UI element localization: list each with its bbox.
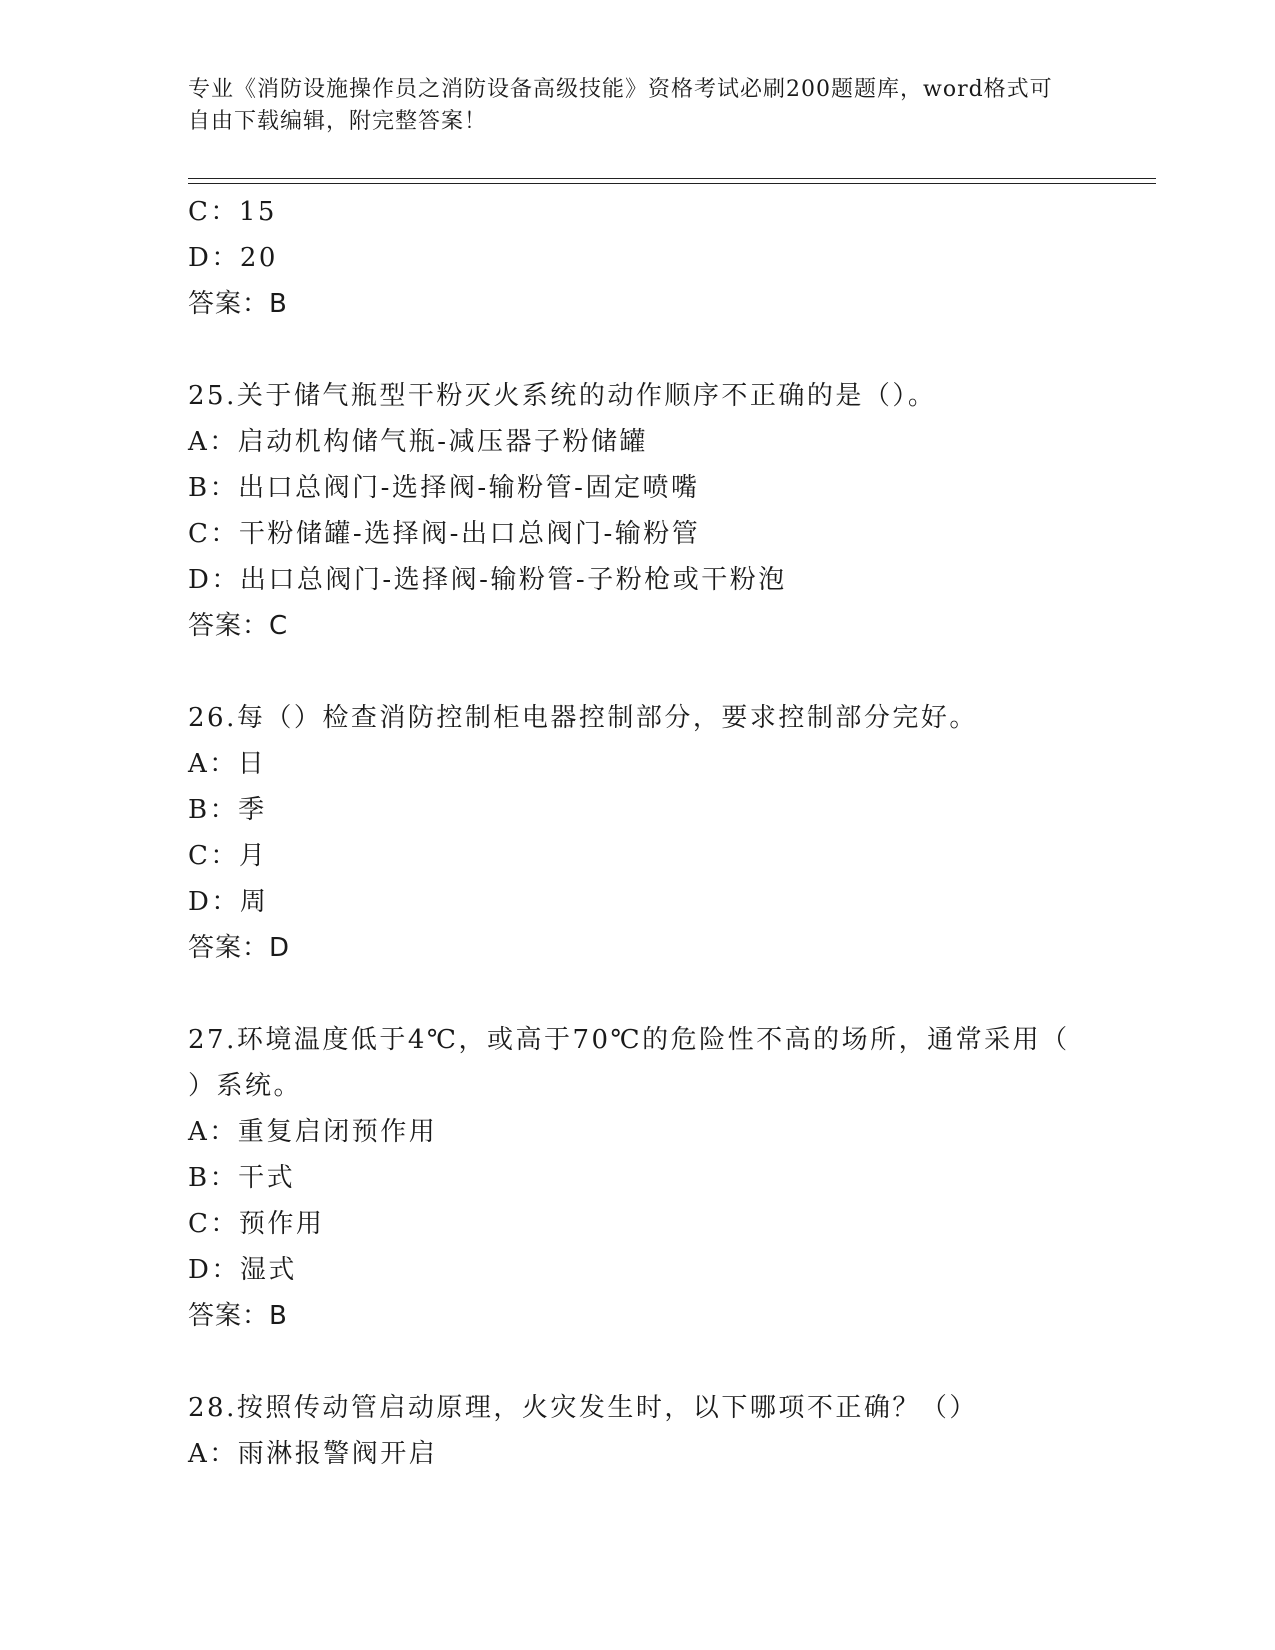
- question-25: [188, 373, 1088, 649]
- option-b: B：干式: [188, 1163, 296, 1193]
- question-stem-line-1: 27.环境温度低于4℃，或高于70℃的危险性不高的场所，通常采用（: [188, 1025, 1070, 1055]
- option-a: A：雨淋报警阀开启: [188, 1439, 438, 1469]
- header-rule-top: [188, 178, 1156, 179]
- question-27: [188, 1017, 1088, 1339]
- header-rule-bottom: [188, 183, 1156, 184]
- spacer: [188, 649, 1088, 695]
- option-c: C：预作用: [188, 1209, 325, 1239]
- answer-line: 答案：D: [188, 933, 291, 963]
- option-d: D：20: [188, 243, 278, 273]
- option-c: C：15: [188, 197, 277, 227]
- question-stem: 25.关于储气瓶型干粉灭火系统的动作顺序不正确的是（）。: [188, 381, 937, 411]
- question-26: [188, 695, 1088, 971]
- question-list: [188, 189, 1088, 1477]
- spacer: [188, 327, 1088, 373]
- question-stem: 26.每（）检查消防控制柜电器控制部分，要求控制部分完好。: [188, 703, 978, 733]
- question-28: [188, 1385, 1088, 1477]
- option-d: D：周: [188, 887, 269, 917]
- option-a: A：启动机构储气瓶-减压器子粉储罐: [188, 427, 649, 457]
- answer-line: 答案：C: [188, 611, 289, 641]
- question-stem: 28.按照传动管启动原理，火灾发生时，以下哪项不正确？（）: [188, 1393, 978, 1423]
- answer-line: 答案：B: [188, 1301, 288, 1331]
- option-a: A：重复启闭预作用: [188, 1117, 438, 1147]
- option-d: D：湿式: [188, 1255, 297, 1285]
- option-c: C：月: [188, 841, 268, 871]
- question-24-continued: [188, 189, 1088, 327]
- spacer: [188, 971, 1088, 1017]
- option-d: D：出口总阀门-选择阀-输粉管-子粉枪或干粉泡: [188, 565, 787, 595]
- spacer: [188, 1339, 1088, 1385]
- option-a: A：日: [188, 749, 267, 779]
- option-c: C：干粉储罐-选择阀-出口总阀门-输粉管: [188, 519, 701, 549]
- option-b: B：出口总阀门-选择阀-输粉管-固定喷嘴: [188, 473, 700, 503]
- answer-line: 答案：B: [188, 289, 288, 319]
- question-stem-line-2: ）系统。: [188, 1071, 303, 1101]
- document-header: 专业《消防设施操作员之消防设备高级技能》资格考试必刷200题题库，word格式可自由下载编辑，附完整答案！: [188, 77, 1053, 134]
- option-b: B：季: [188, 795, 267, 825]
